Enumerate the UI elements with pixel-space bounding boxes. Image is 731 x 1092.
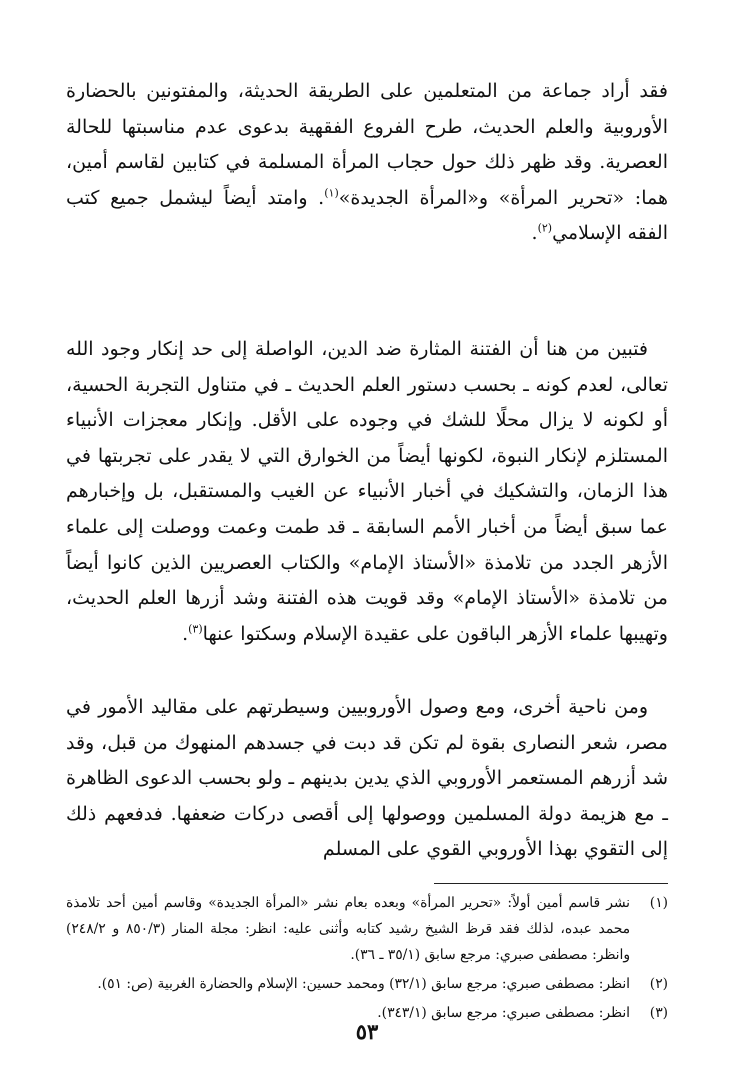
body-paragraph-2: [66, 332, 668, 652]
paragraph-2-text-end: .: [182, 622, 189, 645]
footnote-1: [66, 890, 668, 968]
footnote-divider: [434, 883, 668, 884]
footnote-3-number: (٣): [649, 1005, 668, 1021]
book-page: [66, 66, 668, 1076]
footnote-ref-3: (٣): [188, 622, 203, 636]
footnote-2: [66, 971, 668, 997]
footnote-1-text: نشر قاسم أمين أولاً: «تحرير المرأة» وبعده بعام نشر «المرأة الجديدة» وقاسم أمين أحد تلامذة محمد عبده، لذلك فقد قرظ الشيخ رشيد كتابه وأثنى عليه: انظر: مجلة المنار (٨٥٠/٣ و ٢٤٨/٢) وانظر: مصطفى صبري: مرجع سابق (٣٥/١ ـ ٣٦).: [66, 895, 630, 963]
footnote-2-number: (٢): [649, 976, 668, 992]
paragraph-1-text-end: .: [531, 222, 538, 245]
paragraph-1-text: فقد أراد جماعة من المتعلمين على الطريقة الحديثة، والمفتونين بالحضارة الأوروبية والعلم الحديث، طرح الفروع الفقهية بدعوى عدم مناسبتها للحالة العصرية. وقد ظهر ذلك حول حجاب المرأة المسلمة في كتابين لقاسم أمين، هما: «تحرير المرأة» و«المرأة الجديدة»: [66, 80, 668, 209]
footnote-ref-1: (١): [324, 186, 339, 200]
page-number: ٥٣: [355, 1019, 379, 1044]
footnotes-section: [66, 890, 668, 1029]
footnote-3-text: انظر: مصطفى صبري: مرجع سابق (٣٤٣/١).: [377, 1005, 630, 1021]
footnote-1-number: (١): [649, 895, 668, 911]
footnote-ref-2: (٢): [537, 222, 553, 236]
paragraph-1-text-after: . وامتد أيضاً ليشمل جميع كتب الفقه الإسلامي: [66, 186, 668, 245]
body-paragraph-3: [66, 690, 668, 868]
paragraph-2-text: فتبين من هنا أن الفتنة المثارة ضد الدين، الواصلة إلى حد إنكار وجود الله تعالى، لعدم كونه ـ بحسب دستور العلم الحديث ـ في متناول التجربة الحسية، أو لكونه لا يزال محلًا للشك في وجوده على الأقل. وإنكار معجزات الأنبياء المستلزم لإنكار النبوة، لكونها أيضاً من الخوارق التي لا يقدر على تجربتها في هذا الزمان، والتشكيك في أخبار الأنبياء عن الغيب والمستقبل، بل وإخبارهم عما سبق أيضاً من أخبار الأمم السابقة ـ قد طمت وعمت ووصلت إلى علماء الأزهر الجدد من تلامذة «الأستاذ الإمام» والكتاب العصريين الذين كانوا أيضاً من تلامذة «الأستاذ الإمام» وقد قويت هذه الفتنة وشد أزرها العلم الحديث، وتهيبها علماء الأزهر الباقون على عقيدة الإسلام وسكتوا عنها: [66, 338, 668, 645]
footnote-2-text: انظر: مصطفى صبري: مرجع سابق (٣٢/١) ومحمد حسين: الإسلام والحضارة الغربية (ص: ٥١).: [97, 976, 630, 992]
body-paragraph-1: [66, 74, 668, 252]
paragraph-3-text: ومن ناحية أخرى، ومع وصول الأوروبيين وسيطرتهم على مقاليد الأمور في مصر، شعر النصارى بقوة لم تكن قد دبت في جسدهم المنهوك من قبل، وقد شد أزرهم المستعمر الأوروبي الذي يدين بدينهم ـ ولو بحسب الدعوى الظاهرة ـ مع هزيمة دولة المسلمين ووصولها إلى أقصى دركات ضعفها. فدفعهم ذلك إلى التقوي بهذا الأوروبي القوي على المسلم: [66, 696, 668, 861]
